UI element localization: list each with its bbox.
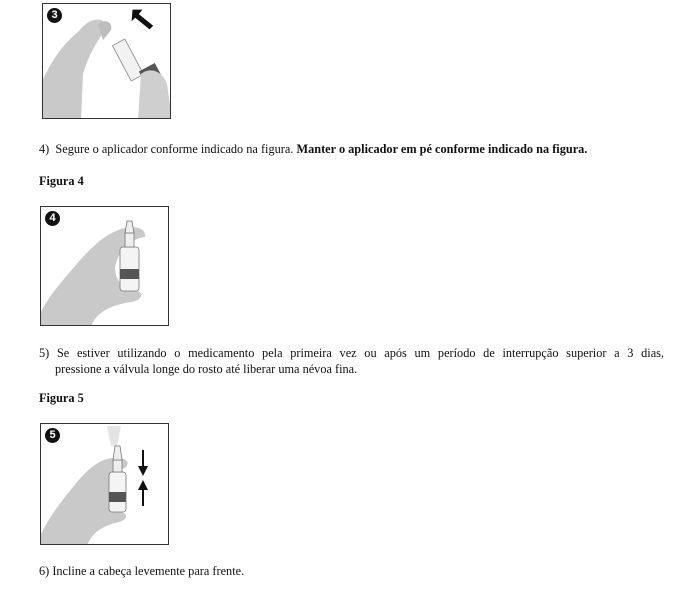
figure-3-illustration — [42, 3, 171, 119]
step-6-instruction: 6) Incline a cabeça levemente para frente. — [39, 564, 245, 578]
figure-4-illustration — [40, 206, 169, 326]
hand-spraying-bottle-illustration — [41, 424, 169, 545]
step-5-line-1 — [39, 345, 664, 361]
up-arrow-icon — [138, 480, 148, 506]
step-badge-3: 3 — [47, 8, 62, 23]
figure-4-caption: Figura 4 — [39, 174, 84, 188]
step-4-bold-text: Manter o aplicador em pé conforme indicado na figura. — [296, 142, 588, 156]
down-arrow-icon — [138, 450, 148, 476]
step-5-instruction — [39, 345, 664, 377]
step-5-line-1-text: Se estiver utilizando o medicamento pela primeira vez ou após um período de interrupção superior a 3 dias, — [56, 346, 665, 360]
hand-holding-bottle-illustration — [41, 207, 169, 326]
step-4-number: 4) — [39, 142, 50, 156]
step-badge-5: 5 — [45, 428, 60, 443]
figure-5-illustration — [40, 423, 169, 545]
step-5-line-2: pressione a válvula longe do rosto até liberar uma névoa fina. — [55, 362, 358, 376]
step-5-number: 5) — [39, 346, 50, 360]
figure-5-caption: Figura 5 — [39, 391, 84, 405]
step-4-text: Segure o aplicador conforme indicado na figura. — [55, 142, 294, 156]
step-badge-4: 4 — [45, 211, 60, 226]
hand-removing-cap-illustration — [43, 4, 171, 119]
step-4-instruction — [39, 141, 659, 157]
